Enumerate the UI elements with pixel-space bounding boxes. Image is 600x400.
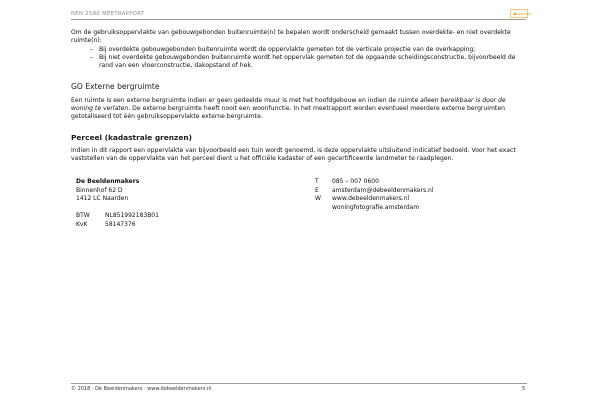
kvk-value: 58147376 [105,220,136,228]
email-link[interactable]: amsterdam@debeeldenmakers.nl [332,186,434,194]
section-heading-perceel: Perceel (kadastrale grenzen) [71,132,192,142]
company-name: De Beeldenmakers [76,178,140,185]
address-line-2: 1412 LC Naarden [76,195,129,203]
footer-copyright: © 2018 · De Beeldenmakers · www.debeeldenmakers.nl [71,386,212,392]
footer-rule [71,383,527,384]
registration-block [76,212,159,229]
website-link[interactable]: www.debeeldenmakers.nl [332,195,410,203]
web-label: W [315,195,321,203]
website-link-2[interactable]: woningfotografie.amsterdam [332,203,420,211]
perceel-paragraph: Indien in dit rapport een oppervlakte van bijvoorbeeld een tuin wordt genoemd, is deze oppervlakte uitsluitend indicatief bedoeld. Voor het exact vaststellen van de oppervlakte van het perceel dient u het officiële kadaster of een gecertificeerde landmeter te raadplegen. [71,146,516,163]
intro-bullet-list [71,46,527,71]
company-logo [510,9,532,18]
email-label: E [315,186,319,194]
section-heading-go: GO Externe bergruimte [71,82,160,92]
btw-value: NL851992183B01 [105,212,159,219]
kvk-label: KvK [76,220,88,228]
body-content [71,29,527,164]
bullet-text: Bij overdekte gebouwgebonden buitenruimte wordt de oppervlakte gemeten tot de verticale projectie van de overkapping; [99,45,476,53]
list-item [71,46,527,54]
bullet-dash-icon: – [90,53,94,61]
go-paragraph: Een ruimte is een externe bergruimte indien er geen gedeelde muur is met het hoofdgebouw en indien de ruimte alleen bereikbaar is door de woning te verlaten. De externe bergruimte heeft nooit een woonfunctie. In het meetrapport worden eventueel meerdere externe bergruimten getotaliseerd tot één gebruiksoppervlakte externe bergruimte. [71,96,506,121]
address-line-1: Binnenhof 62 D [76,186,123,194]
report-title: NEN 2580 MEETRAPPORT [71,11,145,17]
phone-number: 085 – 007 0600 [332,178,379,185]
bullet-text: Bij niet overdekte gebouwgebonden buitenruimte wordt het oppervlak gemeten tot de opgaande scheidingsconstructie, bijvoorbeeld de rand van een vloerconstructie, dakopstand of hek. [99,53,516,70]
btw-label: BTW [76,212,90,219]
page-number: 5 [522,386,526,392]
header-rule [71,19,526,20]
list-item [71,54,527,71]
bullet-dash-icon: – [90,45,94,53]
intro-paragraph: Om de gebruiksoppervlakte van gebouwgebonden buitenruimte(n) te bepalen wordt onderscheid gemaakt tussen overdekte- en niet overdekte ruimte(n): [71,29,511,45]
svg-text:BEELDEN: BEELDEN [517,12,532,16]
phone-label: T [315,178,319,185]
